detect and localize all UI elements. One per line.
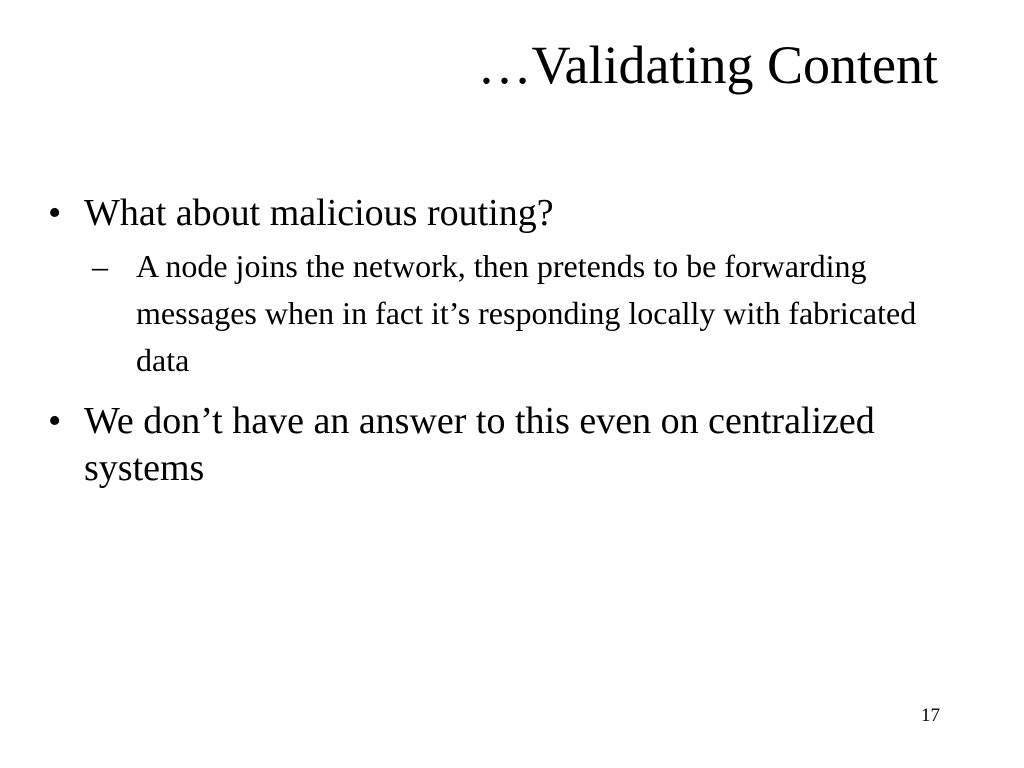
sub-bullet-list xyxy=(84,243,948,384)
slide-title: …Validating Content xyxy=(477,35,938,95)
sub-bullet-item xyxy=(92,243,936,384)
bullet-marker: • xyxy=(48,400,62,442)
dash-marker: – xyxy=(92,248,108,284)
bullet-item xyxy=(48,190,948,384)
bullet-marker: • xyxy=(48,192,62,234)
bullet-text: We don’t have an answer to this even on centralized systems xyxy=(84,400,875,489)
bullet-item xyxy=(48,398,948,492)
bullet-text: What about malicious routing? xyxy=(84,192,554,234)
sub-bullet-text: A node joins the network, then pretends to be forwarding messages when in fact it’s responding locally with fabricated data xyxy=(136,248,917,378)
page-number: 17 xyxy=(921,705,940,726)
bullet-list xyxy=(48,190,948,506)
